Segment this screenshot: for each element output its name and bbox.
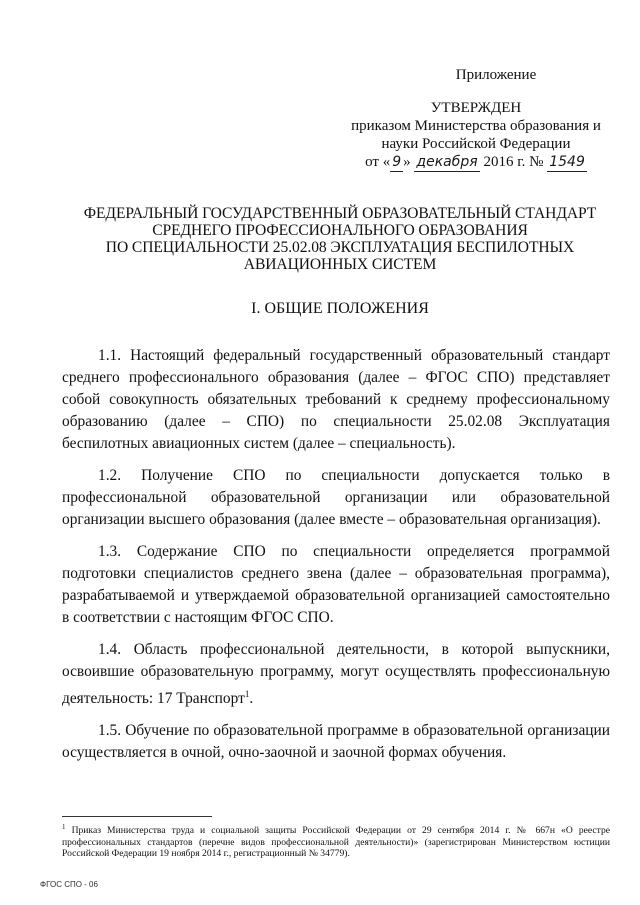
document-title [60, 205, 620, 273]
title-line-4: АВИАЦИОННЫХ СИСТЕМ [243, 256, 437, 273]
handwritten-order-number: 1549 [549, 154, 585, 170]
order-date-line [338, 153, 614, 172]
paragraph-1-4-text: 1.4. Область профессиональной деятельности, в которой выпускники, освоившие образовательную программу, могут осуществлять профессиональную деятельность: 17 Транспорт [62, 641, 610, 708]
footnote [62, 822, 610, 860]
approved-label: УТВЕРЖДЕН [430, 100, 522, 116]
footnote-divider [62, 816, 212, 817]
order-line-2: науки Российской Федерации [381, 136, 571, 152]
appendix-label: Приложение [455, 67, 537, 83]
handwritten-day: 9 [392, 154, 402, 170]
title-line-2: СРЕДНЕГО ПРОФЕССИОНАЛЬНОГО ОБРАЗОВАНИЯ [152, 222, 528, 239]
approval-stamp [338, 66, 614, 172]
paragraph-1-2: 1.2. Получение СПО по специальности допускается только в профессиональной образовательной организации или образовательной организации высшего образования (далее вместе – образовательная организация). [62, 467, 610, 528]
paragraph-1-1: 1.1. Настоящий федеральный государственный образовательный стандарт среднего профессионального образования (далее – ФГОС СПО) представляет собой совокупность обязательных требований к среднему профессиональному образованию (далее – СПО) по специальности 25.02.08 Эксплуатация беспилотных авиационных систем (далее – специальность). [62, 347, 610, 452]
paragraph-1-3: 1.3. Содержание СПО по специальности определяется программой подготовки специалистов среднего звена (далее – образовательная программа), разрабатываемой и утверждаемой образовательной организацией самостоятельно в соответствии с настоящим ФГОС СПО. [62, 543, 610, 626]
order-line-1: приказом Министерства образования и [351, 118, 601, 134]
section-heading: I. ОБЩИЕ ПОЛОЖЕНИЯ [251, 300, 429, 317]
paragraph-1-5: 1.5. Обучение по образовательной программе в образовательной организации осуществляется в очной, очно-заочной и заочной формах обучения. [62, 722, 610, 762]
handwritten-month: декабря [416, 154, 478, 170]
title-line-3: ПО СПЕЦИАЛЬНОСТИ 25.02.08 ЭКСПЛУАТАЦИЯ БЕСПИЛОТНЫХ [105, 239, 575, 256]
footnote-text: Приказ Министерства труда и социальной защиты Российской Федерации от 29 сентября 2014 г. № 667н «О реестре профессиональных стандартов (перечне видов профессиональной деятельности)» (зарегистрирован Министерством юстиции Российской Федерации 19 ноября 2014 г., регистрационный № 34779). [62, 825, 610, 860]
title-line-1: ФЕДЕРАЛЬНЫЙ ГОСУДАРСТВЕННЫЙ ОБРАЗОВАТЕЛЬНЫЙ СТАНДАРТ [83, 205, 597, 222]
footnote-mark: 1 [62, 823, 66, 831]
date-mid: » [403, 154, 411, 170]
date-prefix: от « [365, 154, 391, 170]
year-text: 2016 г. № [483, 154, 544, 170]
paragraph-1-4 [62, 639, 610, 710]
page-footer: ФГОС СПО - 06 [40, 880, 98, 889]
body-text [62, 345, 610, 774]
paragraph-1-4-end: . [249, 690, 254, 708]
footnote-ref: 1 [244, 689, 250, 699]
